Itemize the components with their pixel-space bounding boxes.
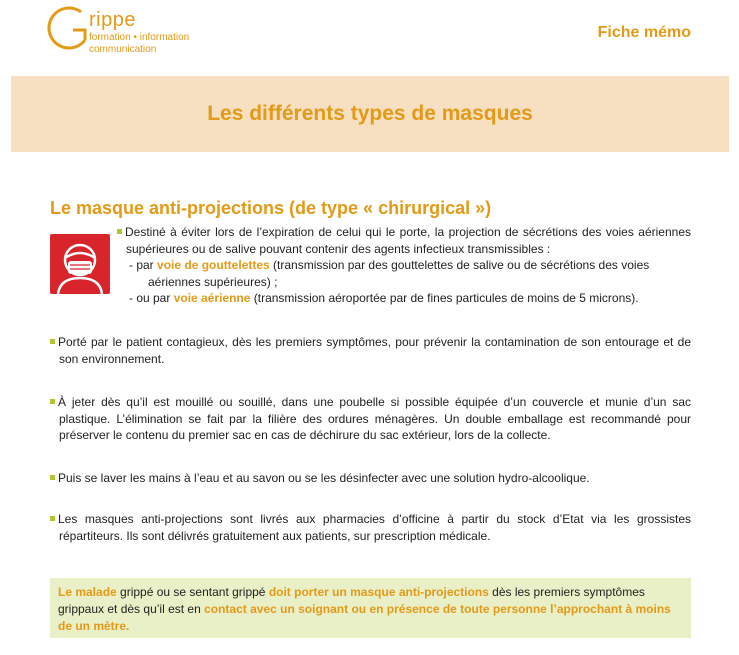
intro-block xyxy=(117,224,691,307)
grippe-logo xyxy=(45,6,245,56)
surgical-mask-icon xyxy=(50,234,110,294)
paragraph-disposal: À jeter dès qu’il est mouillé ou souillé, dans une poubelle si possible équipée d’un couvercle et munie d’un sac plastique. L’élimination se fait par la filière des ordures ménagères. Un double emballage est recommandé pour préserver le contenu du premier sac en cas de déchirure du sac extérieur, lors de la collecte. xyxy=(50,394,691,444)
title-banner xyxy=(11,76,729,152)
paragraph-worn-by-patient: Porté par le patient contagieux, dès les premiers symptômes, pour prévenir la contamination de son entourage et de son environnement. xyxy=(50,334,691,367)
key-note-box: Le malade grippé ou se sentant grippé doit porter un masque anti-projections dès les premiers symptômes grippaux et dès qu’il est en contact avec un soignant ou en présence de toute personne l’approchant à moins de un mètre. xyxy=(50,578,691,638)
bullet-icon xyxy=(50,399,55,404)
page-title: Les différents types de masques xyxy=(207,102,533,125)
bullet-icon xyxy=(117,229,122,234)
logo-name: rippe xyxy=(89,9,136,31)
highlight-airborne: voie aérienne xyxy=(173,291,251,305)
highlight-droplets: voie de gouttelettes xyxy=(157,258,270,272)
paragraph-distribution: Les masques anti-projections sont livrés aux pharmacies d’officine à partir du stock d’Etat via les grossistes répartiteurs. Ils sont délivrés gratuitement aux patients, sur prescription médicale. xyxy=(50,511,691,544)
section-title: Le masque anti-projections (de type « chirurgical ») xyxy=(50,198,492,218)
bullet-icon xyxy=(50,516,55,521)
paragraph-hand-washing: Puis se laver les mains à l’eau et au savon ou se les désinfecter avec une solution hydro-alcoolique. xyxy=(50,470,691,487)
grippe-g-logo-icon xyxy=(45,6,91,54)
intro-item-airborne: - ou par voie aérienne (transmission aéroportée par de fines particules de moins de 5 microns). xyxy=(129,291,639,305)
intro-item-droplets: - par voie de gouttelettes (transmission par des gouttelettes de salive ou de sécrétions des voies aériennes supérieures) ; xyxy=(129,258,650,289)
bullet-icon xyxy=(50,339,55,344)
logo-tagline-2: communication xyxy=(89,44,157,55)
memo-label: Fiche mémo xyxy=(597,24,691,41)
bullet-icon xyxy=(50,475,55,480)
intro-text: Destiné à éviter lors de l’expiration de celui qui le porte, la projection de sécrétions des voies aériennes supérieures ou de salive pouvant contenir des agents infectieux transmissibles : xyxy=(117,224,691,257)
logo-tagline-1: formation • information xyxy=(89,32,190,43)
